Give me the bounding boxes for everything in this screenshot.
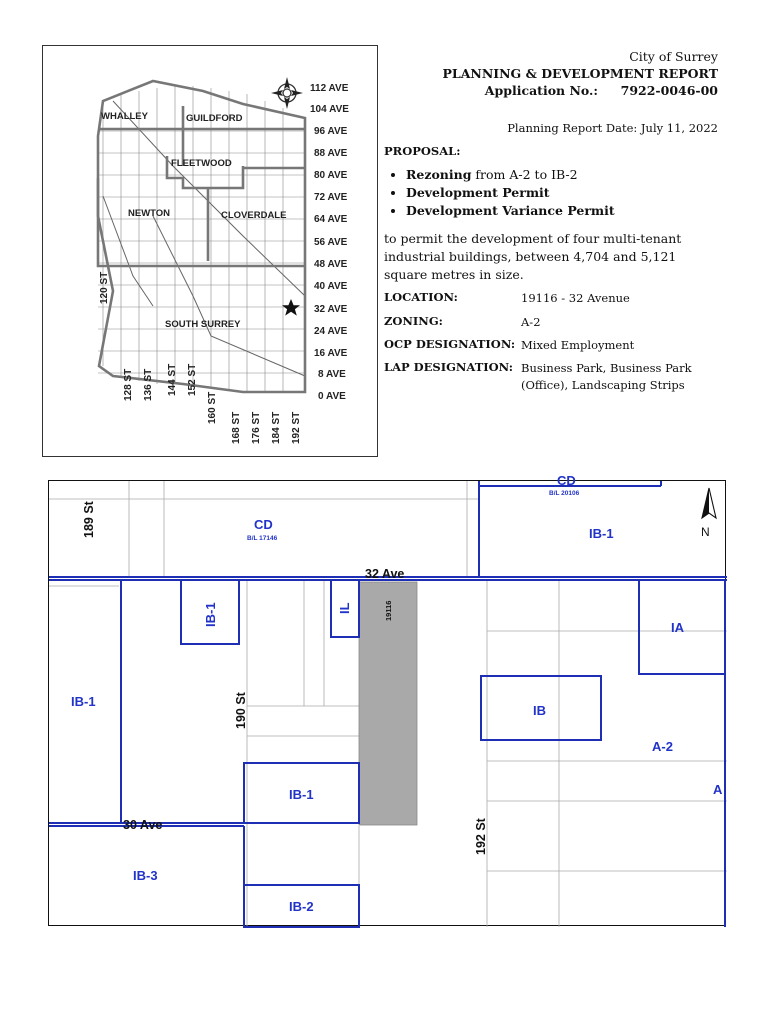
proposal-heading: PROPOSAL: bbox=[384, 144, 461, 158]
zone-bylaw-label: B/L 17146 bbox=[247, 535, 278, 542]
street-label-32-ave: 32 Ave bbox=[365, 567, 405, 581]
avenue-label: 104 AVE bbox=[310, 104, 349, 115]
zone-label-ib1-small: IB-1 bbox=[203, 602, 218, 627]
zone-label-a-edge: A bbox=[713, 782, 723, 797]
application-label: Application No.: bbox=[484, 83, 598, 98]
key-map bbox=[42, 45, 378, 457]
district-label-whalley: WHALLEY bbox=[101, 111, 148, 122]
subject-address-label: 19116 bbox=[384, 600, 393, 621]
district-label-cloverdale: CLOVERDALE bbox=[221, 210, 287, 221]
avenue-label: 0 AVE bbox=[318, 391, 346, 402]
city-name: City of Surrey bbox=[629, 49, 718, 64]
avenue-label: 24 AVE bbox=[314, 326, 348, 337]
zone-label-ib1-mid: IB-1 bbox=[289, 787, 314, 802]
zone-label-ib1-west: IB-1 bbox=[71, 694, 96, 709]
lap-designation-value: Business Park, Business Park (Office), Landscaping Strips bbox=[521, 361, 692, 392]
zone-label-cd-top: CD bbox=[557, 473, 576, 488]
application-number: 7922-0046-00 bbox=[620, 83, 718, 98]
proposal-item: • Rezoning from A-2 to IB-2 bbox=[406, 166, 746, 184]
district-label-fleetwood: FLEETWOOD bbox=[171, 158, 232, 169]
site-zoning-map-graphic bbox=[49, 473, 727, 927]
street-label: 152 ST bbox=[187, 363, 198, 396]
street-label: 136 ST bbox=[143, 368, 154, 401]
avenue-label: 8 AVE bbox=[318, 369, 346, 380]
avenue-label: 16 AVE bbox=[314, 348, 348, 359]
zone-bylaw-label-top: B/L 20106 bbox=[549, 490, 580, 497]
zone-label-cd: CD bbox=[254, 517, 273, 532]
report-title: PLANNING & DEVELOPMENT REPORT bbox=[442, 66, 718, 81]
avenue-label: 88 AVE bbox=[314, 148, 348, 159]
zone-label-il: IL bbox=[337, 602, 352, 614]
zoning-value: A-2 bbox=[521, 315, 541, 329]
street-label: 168 ST bbox=[231, 411, 242, 444]
site-location-star-icon bbox=[282, 299, 300, 316]
zone-label-ib1-ne: IB-1 bbox=[589, 526, 614, 541]
street-label-30-ave: 30 Ave bbox=[123, 818, 163, 832]
district-label-guildford: GUILDFORD bbox=[186, 113, 243, 124]
street-label: 128 ST bbox=[123, 368, 134, 401]
proposal-item: • Development Variance Permit bbox=[406, 202, 746, 220]
location-label: LOCATION: bbox=[384, 290, 458, 304]
north-label: N bbox=[701, 525, 710, 539]
avenue-label: 56 AVE bbox=[314, 237, 348, 248]
proposal-description: to permit the development of four multi-tenant industrial buildings, between 4,704 and 5,121 square metres in size. bbox=[384, 231, 682, 282]
street-label: 184 ST bbox=[271, 411, 282, 444]
zone-label-ib: IB bbox=[533, 703, 546, 718]
avenue-label: 72 AVE bbox=[314, 192, 348, 203]
zone-label-ib2: IB-2 bbox=[289, 899, 314, 914]
zone-label-a2: A-2 bbox=[652, 739, 673, 754]
avenue-label: 40 AVE bbox=[314, 281, 348, 292]
zoning-label: ZONING: bbox=[384, 314, 443, 328]
avenue-label: 48 AVE bbox=[314, 259, 348, 270]
location-value: 19116 - 32 Avenue bbox=[521, 291, 630, 305]
proposal-list bbox=[384, 166, 746, 220]
street-label: 192 ST bbox=[291, 411, 302, 444]
compass-rose-icon bbox=[271, 77, 303, 109]
report-date: Planning Report Date: July 11, 2022 bbox=[507, 121, 718, 135]
north-arrow-icon bbox=[702, 488, 716, 518]
zone-label-ia: IA bbox=[671, 620, 684, 635]
street-label-189-st: 189 St bbox=[82, 501, 96, 538]
street-label: 120 ST bbox=[99, 271, 110, 304]
street-label-192-st: 192 St bbox=[474, 818, 488, 855]
ocp-designation-label: OCP DESIGNATION: bbox=[384, 337, 516, 351]
street-label: 176 ST bbox=[251, 411, 262, 444]
district-label-newton: NEWTON bbox=[128, 208, 171, 219]
avenue-label: 96 AVE bbox=[314, 126, 348, 137]
avenue-label: 64 AVE bbox=[314, 214, 348, 225]
street-label: 160 ST bbox=[207, 391, 218, 424]
lap-designation-label: LAP DESIGNATION: bbox=[384, 360, 514, 374]
district-label-south-surrey: SOUTH SURREY bbox=[165, 319, 241, 330]
street-label: 144 ST bbox=[167, 363, 178, 396]
avenue-label: 32 AVE bbox=[314, 304, 348, 315]
key-map-graphic bbox=[43, 46, 379, 458]
zone-label-ib3: IB-3 bbox=[133, 868, 158, 883]
ocp-designation-value: Mixed Employment bbox=[521, 338, 635, 352]
avenue-label: 80 AVE bbox=[314, 170, 348, 181]
street-label-190-st: 190 St bbox=[234, 692, 248, 729]
site-zoning-map bbox=[48, 473, 726, 926]
proposal-item: • Development Permit bbox=[406, 184, 746, 202]
avenue-label: 112 AVE bbox=[310, 83, 349, 94]
